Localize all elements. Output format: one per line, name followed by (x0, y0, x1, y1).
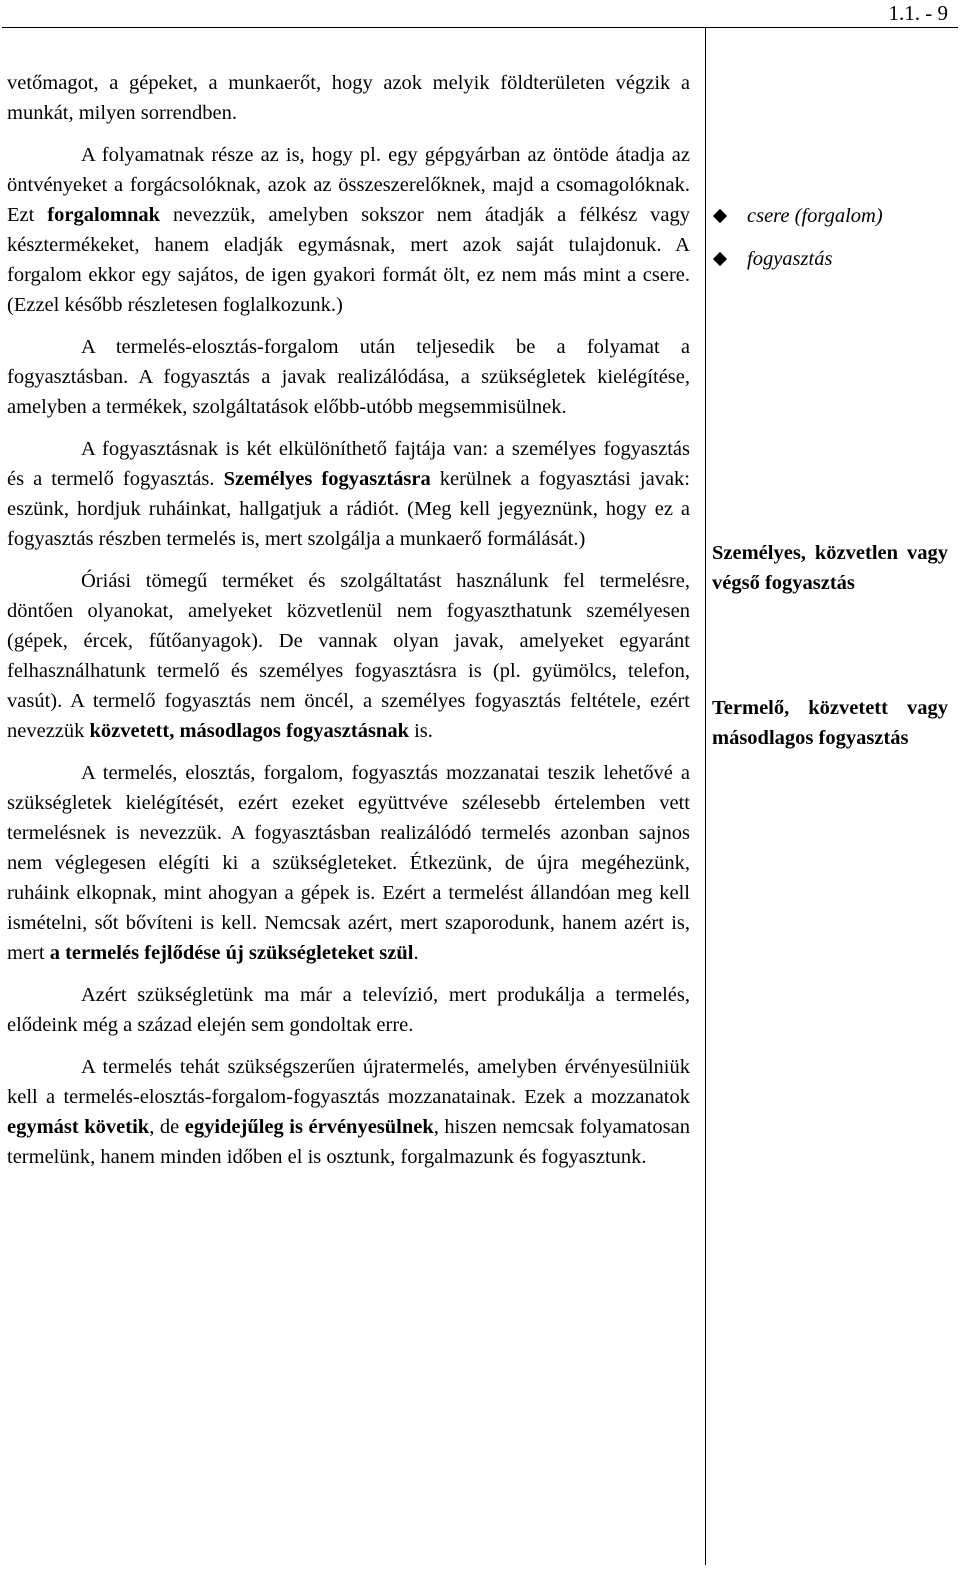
paragraph-3: A termelés-elosztás-forgalom után teljesedik be a folyamat a fogyasztásban. A fogyasztás a javak realizálódása, a szükségletek kielégítése, amelyben a termékek, szolgáltatások előbb-utóbb megsemmisülnek. (7, 336, 690, 418)
p6-text-c: . (413, 942, 419, 964)
paragraph-1: vetőmagot, a gépeket, a munkaerőt, hogy azok melyik földterületen végzik a munkát, milyen sorrendben. (7, 72, 690, 124)
p8-text-a: A termelés tehát szükségszerűen újratermelés, amelyben érvényesülniük kell a termelés-elosztás-forgalom-fogyasztás mozzanatainak. Ezek a mozzanatok (7, 1056, 690, 1108)
page-number: 1.1. - 9 (888, 1, 948, 25)
sidebar-bullet-item (712, 244, 948, 274)
p8-text-e: , hiszen nemcsak folyamatosan termelünk, hanem minden időben el is osztunk, forgalmazunk és fogyasztunk. (7, 1116, 691, 1168)
p5-text-a: Óriási tömegű terméket és szolgáltatást használunk fel termelésre, döntően olyanokat, amelyeket közvetlenül nem fogyaszthatunk személyesen (gépek, ércek, fűtőanyagok). De vannak olyan javak, amelyeket egyaránt felhasználhatunk termelő és személyes fogyasztásra is (pl. gyümölcs, telefon, vasút). A termelő fogyasztás nem öncél, a személyes fogyasztás feltétele, ezért nevezzük (7, 570, 690, 742)
p8-term-egyidejuleg: egyidejűleg is érvényesülnek (184, 1116, 434, 1138)
paragraph-8 (7, 1052, 690, 1172)
p2-text-c: nevezzük, amelyben sokszor nem átadják a félkész vagy késztermékeket, hanem eladják egymásnak, mert azok saját tulajdonuk. A forgalom ekkor egy sajátos, de igen gyakori formát ölt, ez nem más mint a csere. (Ezzel később részletesen foglalkozunk.) (7, 204, 690, 316)
main-text (7, 68, 690, 1184)
p5-text-c: is. (408, 720, 433, 742)
paragraph-6 (7, 758, 690, 968)
p6-text-a: A termelés, elosztás, forgalom, fogyasztás mozzanatai teszik lehetővé a szükségletek kielégítését, ezért ezeket együttvéve szélesebb értelemben vett termelésnek is nevezzük. A fogyasztásban realizálódó termelés azonban sajnos nem véglegesen elégíti ki a szükségleteket. Étkezünk, de újra megéhezünk, ruháink elkopnak, mint ahogyan a gépek is. Ezért a termelést állandóan meg kell ismételni, sőt bővíteni is kell. Nemcsak azért, mert szaporodunk, hanem azért is, mert (7, 762, 690, 964)
p2-term-forgalom: forgalomnak (47, 204, 161, 226)
p5-term-kozvetett: közvetett, másodlagos fogyasztásnak (89, 720, 409, 742)
p8-term-egymast: egymást követik (7, 1116, 150, 1138)
p2-text-a: A folyamatnak része az is, hogy pl. egy gépgyárban az öntöde átadja az öntvényeket a forgácsolóknak, azok az összeszerelőknek, majd a csomagolóknak. Ezt (7, 144, 690, 226)
bullet-label-fogyasztas: fogyasztás (747, 248, 833, 270)
paragraph-4 (7, 434, 690, 554)
sidebar-bullet-item (712, 201, 948, 231)
column-divider (705, 27, 706, 1565)
paragraph-7: Azért szükségletünk ma már a televízió, mert produkálja a termelés, elődeink még a század elején sem gondoltak erre. (7, 984, 690, 1036)
p6-term-fejlodes: a termelés fejlődése új szükségleteket szül (49, 942, 414, 964)
sidebar-bullets (712, 201, 948, 287)
sidebar-note-termelo: Termelő, közvetett vagy másodlagos fogyasztás (712, 697, 948, 749)
bullet-label-csere: csere (forgalom) (747, 205, 883, 227)
p8-text-c: , de (149, 1116, 185, 1138)
paragraph-2 (7, 140, 690, 320)
paragraph-5 (7, 566, 690, 746)
p4-text-c: kerülnek a fogyasztási javak: eszünk, hordjuk ruháinkat, hallgatjuk a rádiót. (Meg kell jegyeznünk, hogy ez a fogyasztás részben termelés is, mert szolgálja a munkaerő formálását.) (7, 468, 690, 550)
p4-text-a: A fogyasztásnak is két elkülöníthető fajtája van: a személyes fogyasztás és a termelő fogyasztás. (7, 438, 690, 490)
sidebar-note-szemelyes: Személyes, közvetlen vagy végső fogyasztás (712, 542, 948, 594)
header-rule (2, 27, 958, 28)
diamond-bullet-icon (713, 209, 727, 223)
p4-term-szemelyes: Személyes fogyasztásra (223, 468, 431, 490)
diamond-bullet-icon (713, 252, 727, 266)
